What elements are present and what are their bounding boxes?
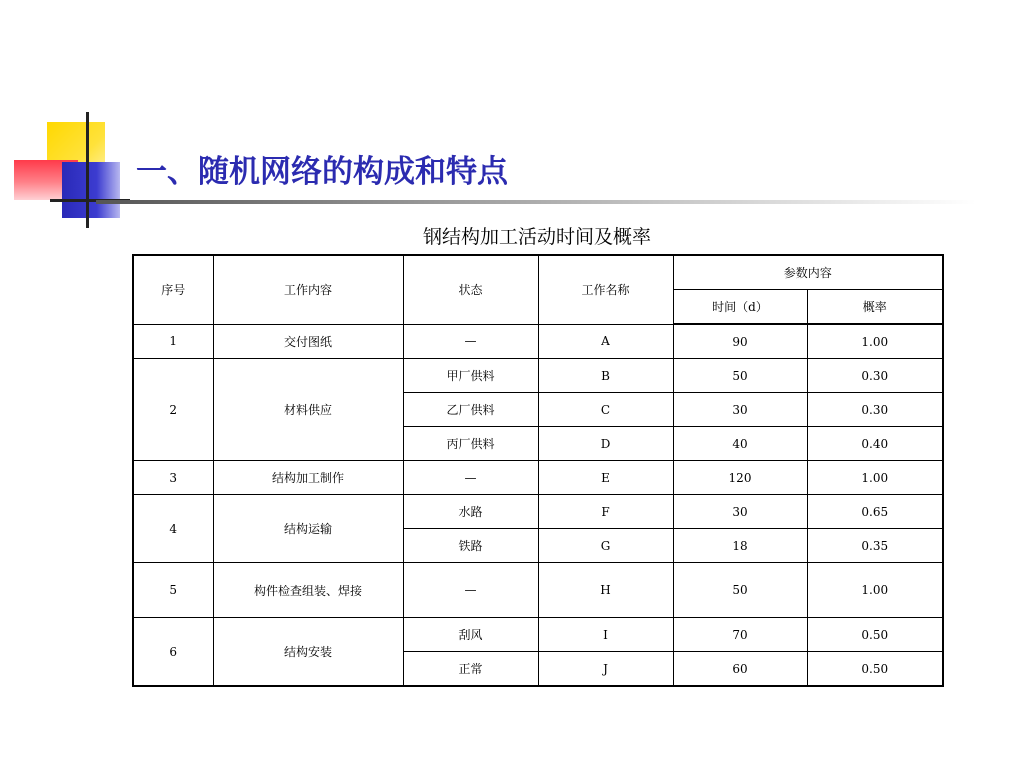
- cell-name: C: [538, 393, 673, 427]
- cell-seq: 2: [133, 359, 213, 461]
- cell-name: H: [538, 563, 673, 618]
- cell-content: 结构加工制作: [213, 461, 403, 495]
- table-row: [133, 324, 943, 359]
- cell-name: B: [538, 359, 673, 393]
- title-underline: [96, 200, 976, 204]
- cell-state: —: [403, 324, 538, 359]
- cell-time: 50: [673, 359, 807, 393]
- cell-prob: 0.65: [807, 495, 943, 529]
- cell-state: 乙厂供料: [403, 393, 538, 427]
- slide-title: 一、随机网络的构成和特点: [136, 154, 508, 190]
- header-content: 工作内容: [213, 255, 403, 324]
- cell-content: 材料供应: [213, 359, 403, 461]
- cell-state: 铁路: [403, 529, 538, 563]
- cell-time: 90: [673, 324, 807, 359]
- header-name: 工作名称: [538, 255, 673, 324]
- table-row: [133, 359, 943, 393]
- cell-seq: 4: [133, 495, 213, 563]
- cell-name: F: [538, 495, 673, 529]
- decor-blue-square: [62, 162, 120, 218]
- cell-state: 正常: [403, 652, 538, 687]
- cell-name: A: [538, 324, 673, 359]
- header-time: 时间（d）: [673, 290, 807, 325]
- cell-time: 40: [673, 427, 807, 461]
- cell-prob: 0.50: [807, 652, 943, 687]
- cell-prob: 0.30: [807, 359, 943, 393]
- cell-name: D: [538, 427, 673, 461]
- cell-content: 构件检查组装、焊接: [213, 563, 403, 618]
- cell-time: 30: [673, 495, 807, 529]
- cell-state: 刮风: [403, 618, 538, 652]
- cell-state: —: [403, 461, 538, 495]
- cell-state: —: [403, 563, 538, 618]
- cell-time: 50: [673, 563, 807, 618]
- cell-state: 甲厂供料: [403, 359, 538, 393]
- decor-vertical-line: [86, 112, 89, 228]
- table-caption: 钢结构加工活动时间及概率: [422, 226, 651, 248]
- table-row: [133, 461, 943, 495]
- cell-prob: 0.30: [807, 393, 943, 427]
- cell-prob: 0.35: [807, 529, 943, 563]
- cell-state: 水路: [403, 495, 538, 529]
- cell-seq: 1: [133, 324, 213, 359]
- cell-time: 70: [673, 618, 807, 652]
- cell-time: 18: [673, 529, 807, 563]
- header-prob: 概率: [807, 290, 943, 325]
- header-params: 参数内容: [673, 255, 943, 290]
- cell-name: E: [538, 461, 673, 495]
- cell-seq: 6: [133, 618, 213, 687]
- cell-state: 丙厂供料: [403, 427, 538, 461]
- table-row: [133, 563, 943, 618]
- header-row: [133, 255, 943, 290]
- cell-prob: 0.50: [807, 618, 943, 652]
- cell-content: 结构安装: [213, 618, 403, 687]
- cell-prob: 1.00: [807, 461, 943, 495]
- cell-name: I: [538, 618, 673, 652]
- table-row: [133, 618, 943, 652]
- table-row: [133, 495, 943, 529]
- cell-time: 30: [673, 393, 807, 427]
- cell-name: G: [538, 529, 673, 563]
- cell-seq: 5: [133, 563, 213, 618]
- cell-content: 交付图纸: [213, 324, 403, 359]
- cell-seq: 3: [133, 461, 213, 495]
- header-seq: 序号: [133, 255, 213, 324]
- cell-prob: 0.40: [807, 427, 943, 461]
- header-state: 状态: [403, 255, 538, 324]
- cell-name: J: [538, 652, 673, 687]
- cell-prob: 1.00: [807, 563, 943, 618]
- activity-table: [132, 254, 944, 687]
- cell-time: 120: [673, 461, 807, 495]
- cell-prob: 1.00: [807, 324, 943, 359]
- cell-content: 结构运输: [213, 495, 403, 563]
- cell-time: 60: [673, 652, 807, 687]
